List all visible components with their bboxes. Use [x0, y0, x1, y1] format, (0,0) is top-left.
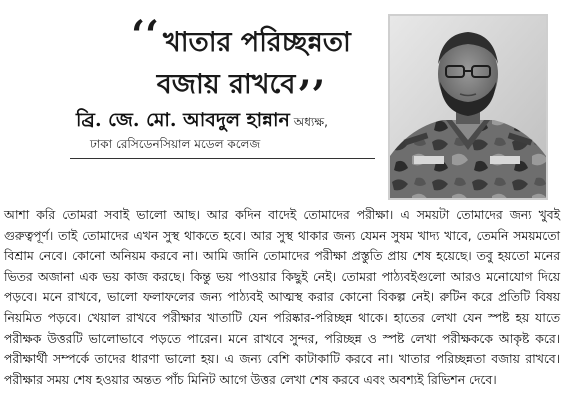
institution-name: ঢাকা রেসিডেনসিয়াল মডেল কলেজ: [90, 137, 261, 151]
author-name: ব্রি. জে. মো. আবদুল হান্নান: [76, 109, 290, 131]
person-portrait-icon: [390, 16, 546, 198]
author-role: অধ্যক্ষ,: [293, 115, 328, 129]
closing-quote-mark: ’’: [297, 72, 326, 119]
author-portrait: [388, 14, 548, 200]
opening-quote-mark: ‘‘: [131, 12, 159, 59]
headline-text-1: খাতার পরিচ্ছন্নতা: [162, 27, 351, 58]
headline: [96, 12, 386, 119]
article-body: আশা করি তোমরা সবাই ভালো আছ। আর কদিন বাদেই তোমাদের পরীক্ষা। এ সময়টা তোমাদের জন্য খুবই গুরুত্বপূর্ণ। তাই তোমাদের এখন সুস্থ থাকতে হবে। আর সুস্থ থাকার জন্য যেমন সুষম খাদ্য খাবে, তেমনি সময়মতো বিশ্রাম নেবে। কোনো অনিয়ম করবে না। আমি জানি তোমাদের পরীক্ষা প্রস্তুতি প্রায় শেষ হয়েছে। তবু হয়তো মনের ভিতর অজানা এক ভয় কাজ করছে। কিন্তু ভয় পাওয়ার কিছুই নেই। তোমরা পাঠ্যবইগুলো আরও মনোযোগ দিয়ে পড়বে। মনে রাখবে, ভালো ফলাফলের জন্য পাঠ্যবই আত্মস্থ করার কোনো বিকল্প নেই। রুটিন করে প্রতিটি বিষয় নিয়মিত পড়বে। খেয়াল রাখবে পরীক্ষার খাতাটি যেন পরিষ্কার-পরিচ্ছন্ন থাকে। হাতের লেখা যেন স্পষ্ট হয় যাতে পরীক্ষক উত্তরটি ভালোভাবে পড়তে পারেন। মনে রাখবে সুন্দর, পরিচ্ছন্ন ও স্পষ্ট লেখা পরীক্ষককে আকৃষ্ট করে। পরীক্ষার্থী সম্পর্কে তাদের ধারণা ভালো হয়। এ জন্য বেশি কাটাকাটি করবে না। খাতার পরিচ্ছন্নতা বজায় রাখবে। পরীক্ষার সময় শেষ হওয়ার অন্তত পাঁচ মিনিট আগে উত্তর লেখা শেষ করবে এবং অবশ্যই রিভিশন দেবে।: [4, 208, 560, 387]
headline-text-2: বজায় রাখবে: [156, 69, 296, 100]
headline-line-1: [96, 12, 386, 64]
byline-divider: [70, 158, 375, 159]
headline-line-2: [96, 64, 386, 119]
byline: [76, 106, 390, 138]
